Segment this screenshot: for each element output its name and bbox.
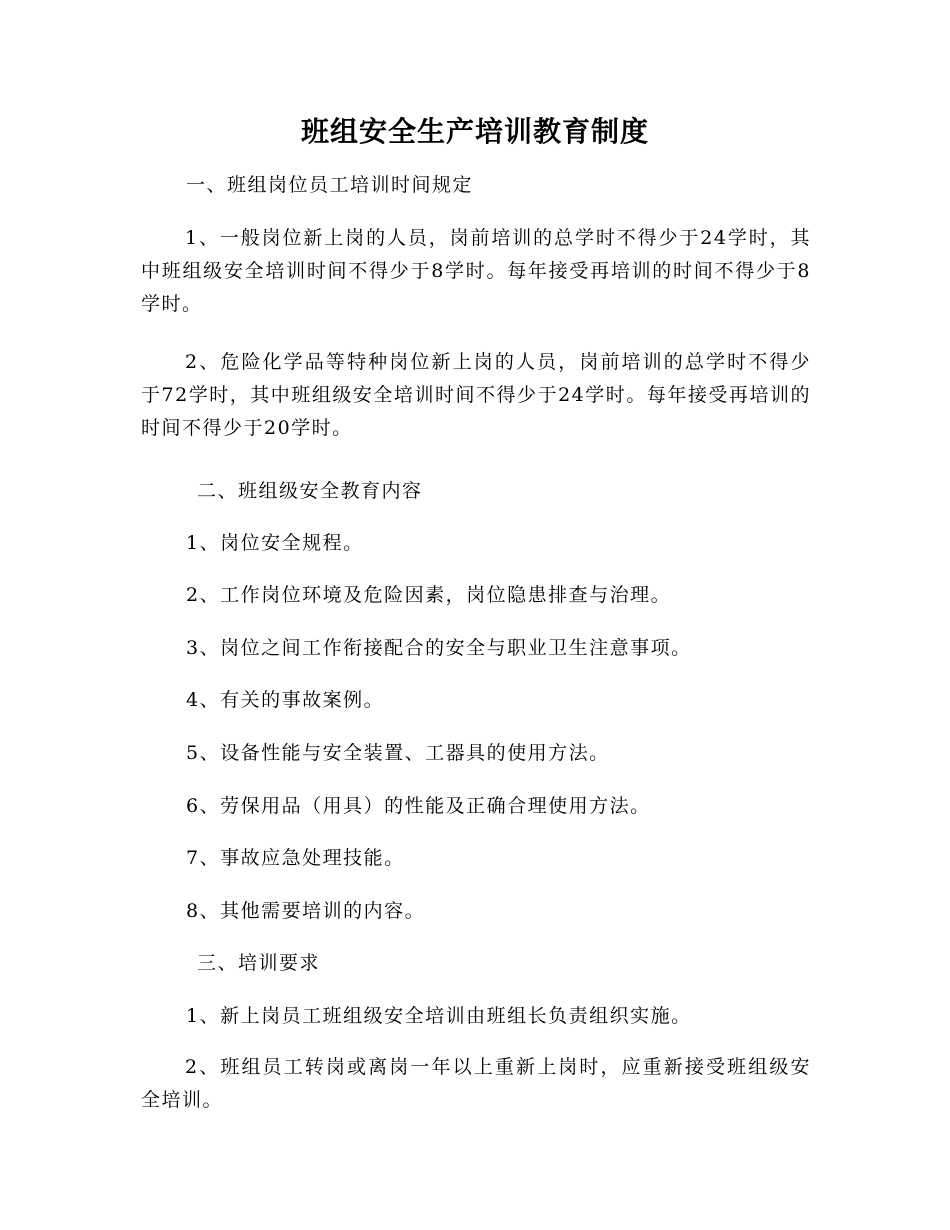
paragraph-special-post-training: 2、危险化学品等特种岗位新上岗的人员，岗前培训的总学时不得少于72学时，其中班组级安全培训时间不得少于24学时。每年接受再培训的时间不得少于20学时。 bbox=[141, 351, 811, 439]
list-item: 7、事故应急处理技能。 bbox=[186, 847, 405, 869]
section-heading-training-requirements: 三、培训要求 bbox=[197, 952, 321, 974]
list-item: 6、劳保用品（用具）的性能及正确合理使用方法。 bbox=[186, 795, 651, 817]
list-item: 2、工作岗位环境及危险因素，岗位隐患排查与治理。 bbox=[186, 584, 672, 606]
list-item: 5、设备性能与安全装置、工器具的使用方法。 bbox=[186, 742, 610, 764]
list-item: 1、新上岗员工班组级安全培训由班组长负责组织实施。 bbox=[186, 1005, 692, 1027]
section-heading-education-content: 二、班组级安全教育内容 bbox=[197, 480, 423, 502]
paragraph-transfer-retraining: 2、班组员工转岗或离岗一年以上重新上岗时，应重新接受班组级安全培训。 bbox=[141, 1056, 811, 1111]
paragraph-general-post-training: 1、一般岗位新上岗的人员，岗前培训的总学时不得少于24学时，其中班组级安全培训时间不得少于8学时。每年接受再培训的时间不得少于8学时。 bbox=[141, 227, 811, 315]
list-item: 1、岗位安全规程。 bbox=[186, 532, 364, 554]
list-item: 8、其他需要培训的内容。 bbox=[186, 900, 426, 922]
document-title: 班组安全生产培训教育制度 bbox=[300, 115, 649, 148]
list-item: 3、岗位之间工作衔接配合的安全与职业卫生注意事项。 bbox=[186, 637, 692, 659]
list-item: 4、有关的事故案例。 bbox=[186, 689, 385, 711]
section-heading-training-hours: 一、班组岗位员工培训时间规定 bbox=[186, 174, 474, 196]
